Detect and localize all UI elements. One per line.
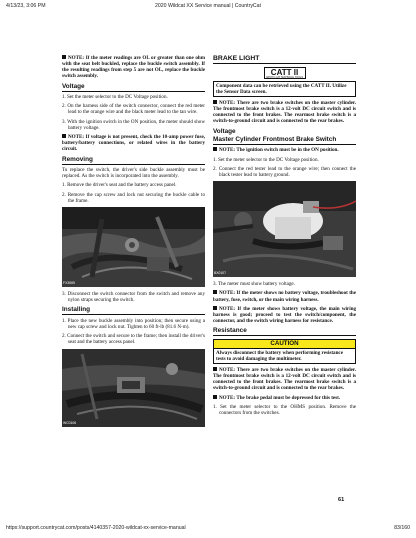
section-heading-resistance: Resistance bbox=[213, 327, 356, 336]
note-no-battery-voltage: NOTE: If the meter shows no battery voltage, troubleshoot the battery, fuse, switch, or the main wiring harness. bbox=[213, 290, 356, 303]
note-bullet-icon bbox=[62, 55, 66, 59]
note-buckle-readings: NOTE: If the meter readings are OL or greater than one ohm with the seat belt buckled, replace the buckle switch assembly. If the resulting readings from step 5 are not OL, replace the buckle switch assembly. bbox=[62, 55, 205, 80]
photo-code: BX0107 bbox=[214, 271, 227, 276]
caution-banner: CAUTION bbox=[214, 340, 355, 349]
browser-print-header bbox=[6, 3, 410, 13]
right-column bbox=[213, 55, 356, 419]
print-page-title: 2020 Wildcat XX Service manual | CountryCat bbox=[154, 3, 261, 9]
caution-text: Always disconnect the battery when performing resistance tests to avoid damaging the multimeter. bbox=[216, 349, 343, 362]
photo-code: WC0106 bbox=[63, 420, 77, 425]
photo-code: FX3069 bbox=[63, 281, 75, 285]
photo-buckle-cable bbox=[62, 207, 205, 287]
voltage-step-1: 1. Set the meter selector to the DC Voltage position. bbox=[62, 94, 168, 101]
voltage-step-2: 2. On the harness side of the switch connector, connect the red meter lead to the orange wire and the black meter lead to the tan wire. bbox=[62, 103, 205, 116]
note-pedal-depressed: NOTE: The brake pedal must be depressed for this test. bbox=[213, 395, 356, 401]
master-cylinder-photo-image bbox=[213, 181, 356, 277]
note-two-brake-switches: NOTE: There are two brake switches on the master cylinder. The frontmost brake switch is a 12-volt DC circuit switch and is connected to the front brakes. The rearmost brake switch is a switch-to-ground circuit and is connected to the rear brakes. bbox=[213, 100, 356, 125]
installing-step-1: 1. Place the new buckle assembly into position; then secure using a new cap screw and lock nut. Tighten to 60 ft-lb (81.6 N-m). bbox=[62, 317, 205, 331]
section-heading-voltage: Voltage bbox=[213, 127, 236, 135]
subheading-frontmost-switch: Master Cylinder Frontmost Brake Switch bbox=[213, 136, 356, 145]
brake-step-2: 2. Connect the red tester lead to the orange wire; then connect the black tester lead to battery ground. bbox=[213, 165, 356, 178]
photo-buckle-switch bbox=[62, 349, 205, 427]
section-heading-voltage: Voltage bbox=[62, 83, 205, 92]
note-bullet-icon bbox=[213, 367, 217, 371]
removing-step-2: 2. Remove the cap screw and lock nut securing the buckle cable to the frame. bbox=[62, 191, 205, 204]
installing-step-2: 2. Connect the switch and secure to the frame; then install the driver's seat and the battery access panel. bbox=[62, 333, 205, 346]
caution-box bbox=[213, 339, 356, 364]
print-datetime: 4/13/23, 3:06 PM bbox=[6, 3, 46, 9]
catt-ii-logo: CATT II ARCTIC CAT TECHNICAL TOOLS bbox=[264, 67, 306, 79]
note-bullet-icon bbox=[213, 100, 217, 104]
voltage-step-3: 3. With the ignition switch in the ON position, the meter should show battery voltage. bbox=[62, 118, 205, 131]
note-bullet-icon bbox=[213, 290, 217, 294]
note-bullet-icon bbox=[213, 306, 217, 310]
buckle-cable-photo-image bbox=[62, 207, 205, 287]
print-url: https://support.countrycat.com/posts/4140357-2020-wildcat-xx-service-manual bbox=[6, 525, 186, 531]
section-heading-removing: Removing bbox=[62, 156, 205, 165]
note-battery-voltage-present: NOTE: If the meter shows battery voltage, the main wiring harness is good; proceed to test the switch/component, the connector, and the switch wiring harness for resistance. bbox=[213, 305, 356, 325]
catt-info-box: Component data can be retrieved using the CATT II. Utilize the Sensor Data screen. bbox=[213, 81, 356, 97]
note-ignition-on: NOTE: The ignition switch must be in the ON position. bbox=[213, 147, 356, 153]
note-bullet-icon bbox=[213, 147, 217, 151]
brake-step-3: 3. The meter must show battery voltage. bbox=[213, 281, 295, 288]
removing-step-1: 1. Remove the driver's seat and the battery access panel. bbox=[62, 182, 177, 189]
note-bullet-icon bbox=[62, 134, 66, 138]
brake-step-1: 1. Set the meter selector to the DC Voltage position. bbox=[213, 156, 319, 163]
manual-page-number: 61 bbox=[338, 497, 345, 503]
section-heading-brake-light: BRAKE LIGHT bbox=[213, 55, 356, 64]
note-voltage-missing: NOTE: If voltage is not present, check the 10-amp power fuse, battery/battery connections, or related wires in the battery circuit. bbox=[62, 134, 205, 153]
buckle-switch-photo-image bbox=[62, 349, 205, 427]
photo-master-cylinder bbox=[213, 181, 356, 277]
removing-intro: To replace the switch, the driver's side buckle assembly must be replaced. As the switch is incorporated into the assembly. bbox=[62, 167, 205, 180]
left-column bbox=[62, 55, 205, 431]
note-two-brake-switches-resistance: NOTE: There are two brake switches on the master cylinder. The frontmost brake switch is a 12-volt DC circuit switch and is connected to the front brakes. The rearmost brake switch is a switch-to-ground circuit and is connected to the rear brakes. bbox=[213, 367, 356, 392]
removing-step-3: 3. Disconnect the switch connector from the switch and remove any nylon straps securing the switch. bbox=[62, 291, 205, 304]
browser-print-footer bbox=[6, 525, 410, 535]
section-heading-installing: Installing bbox=[62, 306, 205, 315]
print-page-count: 83/160 bbox=[394, 525, 410, 531]
resistance-step-1: 1. Set the meter selector to the OHMS position. Remove the connectors from the switches. bbox=[213, 403, 356, 416]
note-bullet-icon bbox=[213, 395, 217, 399]
